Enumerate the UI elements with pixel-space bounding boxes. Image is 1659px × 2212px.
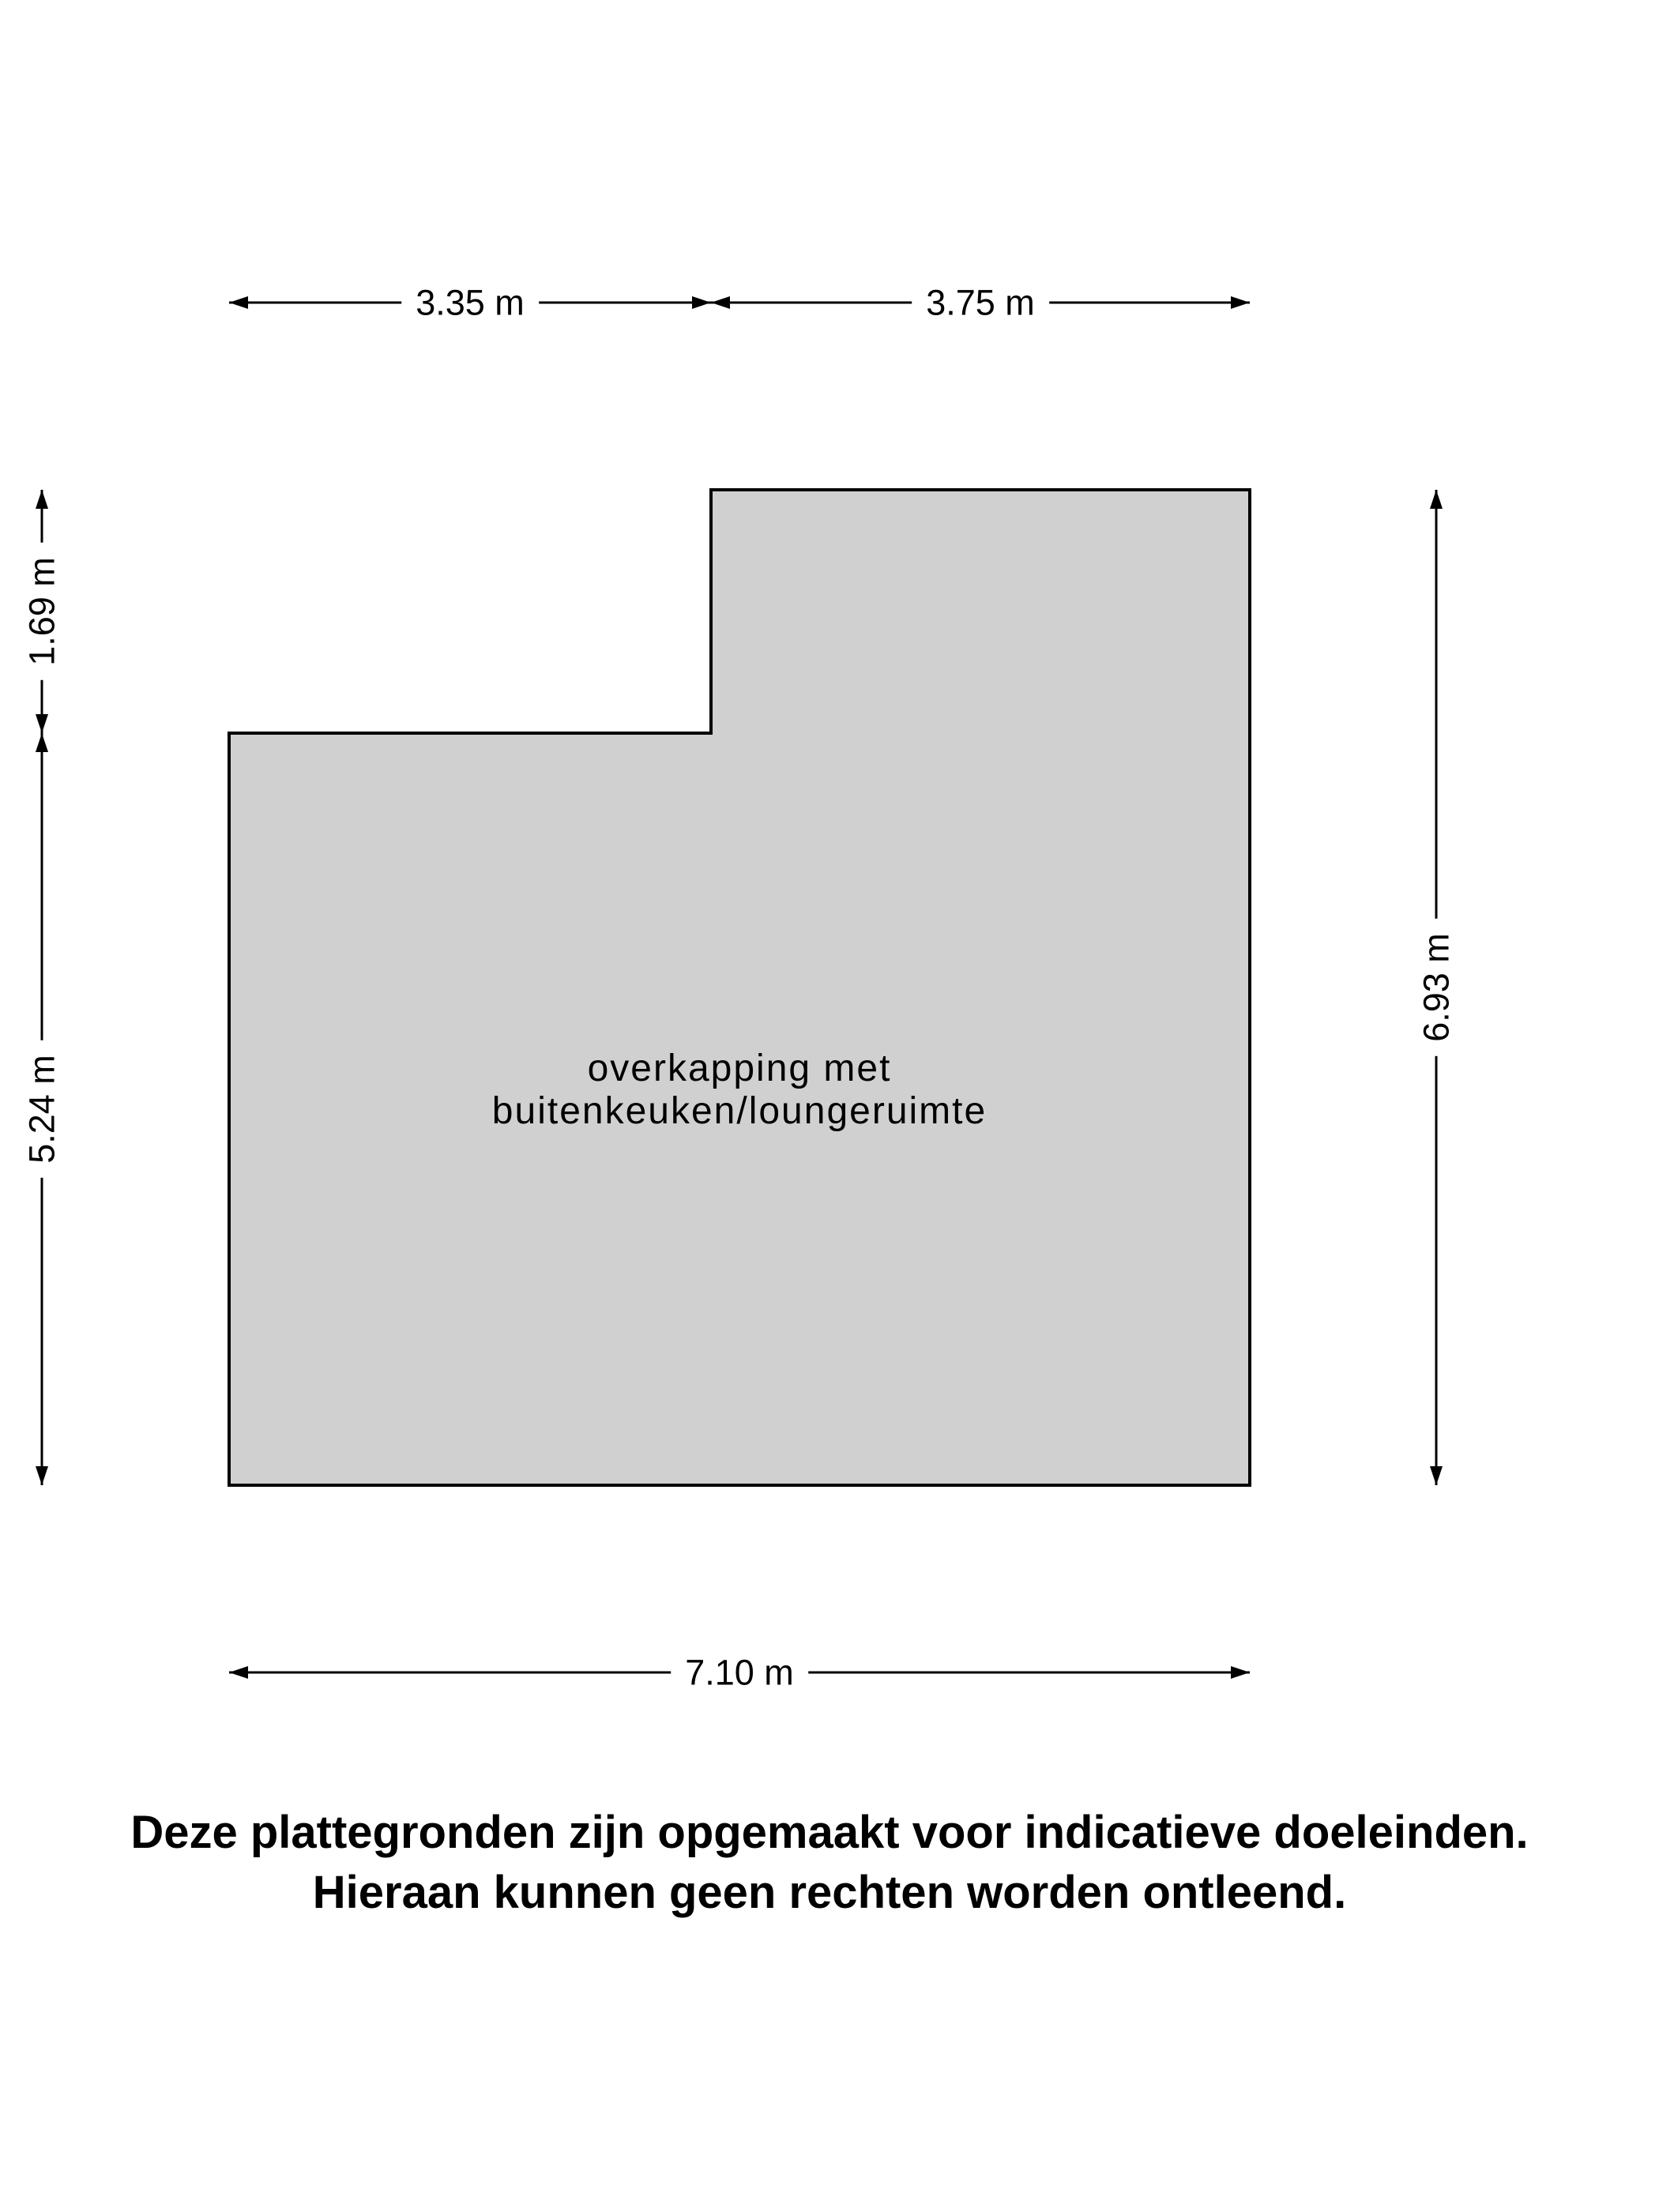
- dimension-label-bottom: 7.10 m: [671, 1651, 808, 1694]
- arrow-left-icon: [229, 1666, 248, 1679]
- room-label: [492, 1048, 987, 1133]
- arrow-up-icon: [36, 490, 48, 509]
- arrow-down-icon: [36, 714, 48, 733]
- arrow-down-icon: [36, 1466, 48, 1485]
- arrow-right-icon: [1231, 296, 1250, 309]
- arrow-up-icon: [1430, 490, 1443, 509]
- dimension-label-top-right: 3.75 m: [912, 281, 1049, 324]
- dimension-label-top-left: 3.35 m: [401, 281, 539, 324]
- disclaimer-line1: Deze plattegronden zijn opgemaakt voor indicatieve doeleinden.: [130, 1807, 1529, 1858]
- arrow-left-icon: [229, 296, 248, 309]
- arrow-right-icon: [1231, 1666, 1250, 1679]
- disclaimer-line2: Hieraan kunnen geen rechten worden ontleend.: [312, 1867, 1347, 1918]
- disclaimer: [0, 1803, 1659, 1923]
- dimension-label-left-lower: 5.24 m: [21, 1040, 63, 1178]
- room-outline: [229, 490, 1250, 1485]
- arrow-down-icon: [1430, 1466, 1443, 1485]
- arrow-up-icon: [36, 733, 48, 752]
- dimension-label-right: 6.93 m: [1415, 919, 1458, 1056]
- dimension-label-left-upper: 1.69 m: [21, 543, 63, 680]
- arrow-right-icon: [692, 296, 711, 309]
- room-label-line1: overkapping met: [587, 1048, 892, 1089]
- room-label-line2: buitenkeuken/loungeruimte: [491, 1090, 988, 1132]
- arrow-left-icon: [711, 296, 730, 309]
